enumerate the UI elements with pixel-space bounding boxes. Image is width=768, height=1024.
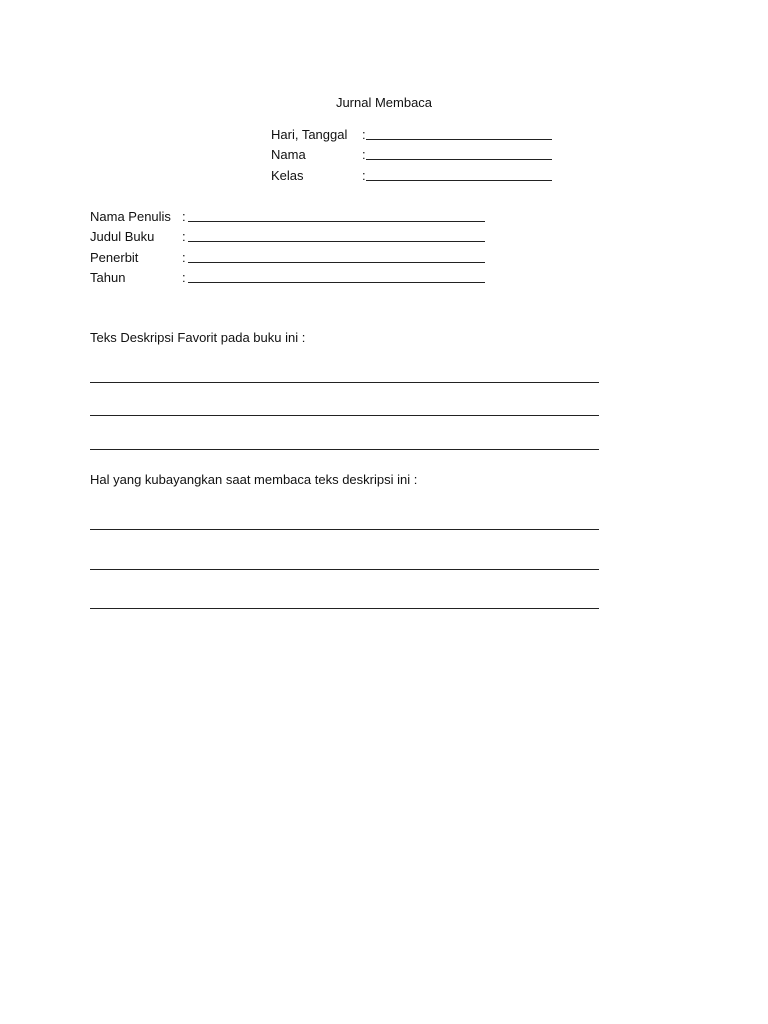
field-colon: : <box>362 168 366 183</box>
field-colon: : <box>182 250 186 265</box>
field-label: Penerbit <box>90 250 139 265</box>
field-colon: : <box>182 270 186 285</box>
fill-in-blank[interactable] <box>188 261 485 263</box>
field-hari-tanggal <box>271 125 552 143</box>
field-judul-buku <box>90 227 485 245</box>
fill-in-blank[interactable] <box>366 138 552 140</box>
field-nama <box>271 145 552 163</box>
fill-in-blank[interactable] <box>188 281 485 283</box>
field-penerbit <box>90 248 485 266</box>
section-prompt-favorite-description: Teks Deskripsi Favorit pada buku ini : <box>90 330 306 345</box>
document-title: Jurnal Membaca <box>335 95 433 110</box>
fill-in-blank[interactable] <box>366 179 552 181</box>
field-label: Hari, Tanggal <box>271 127 348 142</box>
field-colon: : <box>362 147 366 162</box>
fill-in-blank[interactable] <box>366 158 552 160</box>
answer-line[interactable] <box>90 608 599 609</box>
field-colon: : <box>182 209 186 224</box>
field-tahun <box>90 268 485 286</box>
field-colon: : <box>362 127 366 142</box>
field-kelas <box>271 166 552 184</box>
answer-line[interactable] <box>90 415 599 416</box>
field-nama-penulis <box>90 207 485 225</box>
field-label: Kelas <box>271 168 304 183</box>
answer-line[interactable] <box>90 449 599 450</box>
fill-in-blank[interactable] <box>188 240 485 242</box>
field-label: Tahun <box>90 270 126 285</box>
field-label: Nama Penulis <box>90 209 171 224</box>
answer-line[interactable] <box>90 382 599 383</box>
fill-in-blank[interactable] <box>188 220 485 222</box>
field-label: Judul Buku <box>90 229 155 244</box>
section-prompt-imagination: Hal yang kubayangkan saat membaca teks deskripsi ini : <box>90 472 418 487</box>
answer-line[interactable] <box>90 569 599 570</box>
field-label: Nama <box>271 147 306 162</box>
field-colon: : <box>182 229 186 244</box>
answer-line[interactable] <box>90 529 599 530</box>
